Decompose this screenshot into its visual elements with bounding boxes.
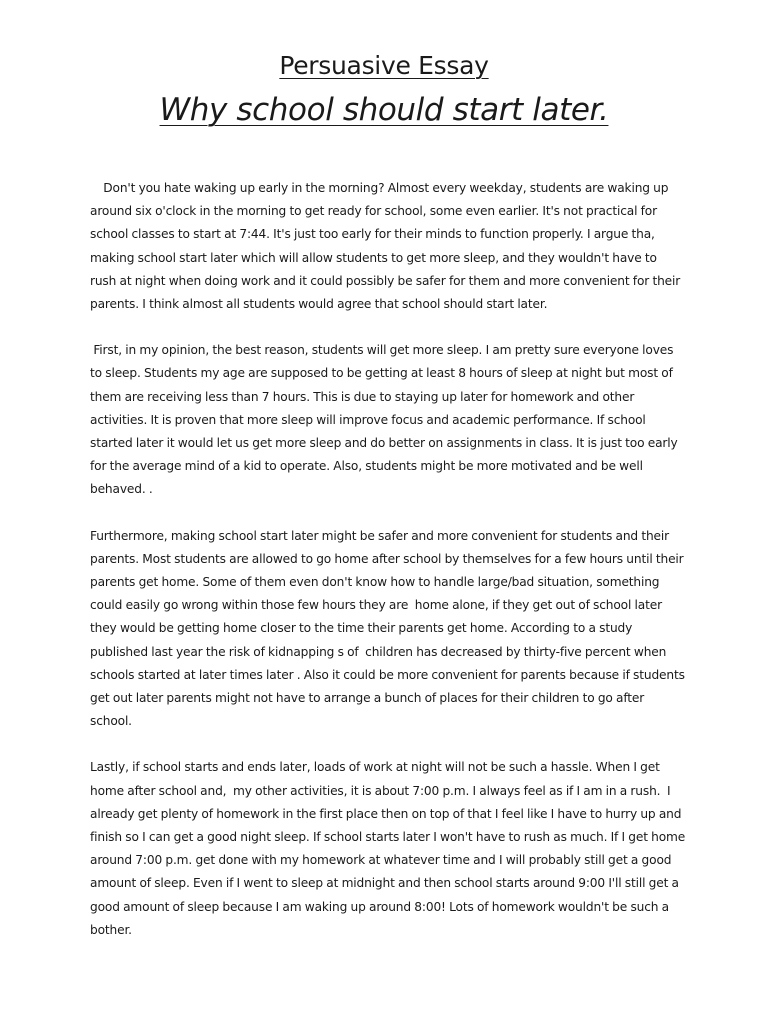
- paragraph-homework: Lastly, if school starts and ends later, loads of work at night will not be such a hassle. When I get home after school and, my other activities, it is about 7:00 p.m. I always feel as if I am in a rush. I already get plenty of homework in the first place then on top of that I feel like I have to hurry up and finish so I can get a good night sleep. If school starts later I won't have to rush as much. If I get home around 7:00 p.m. get done with my homework at whatever time and I will probably still get a good amount of sleep. Even if I went to sleep at midnight and then school starts around 9:00 I'll still get a good amount of sleep because I am waking up around 8:00! Lots of homework wouldn't be such a bother.: [90, 760, 689, 937]
- document-title: Persuasive Essay: [279, 51, 489, 80]
- document-subtitle: Why school should start later.: [159, 92, 609, 128]
- paragraph-intro: Don't you hate waking up early in the morning? Almost every weekday, students are waking up around six o'clock in the morning to get ready for school, some even earlier. It's not practical for school classes to start at 7:44. It's just too early for their minds to function properly. I argue tha, making school start later which will allow students to get more sleep, and they wouldn't have to rush at night when doing work and it could possibly be safer for them and more convenient for their parents. I think almost all students would agree that school should start later.: [90, 181, 687, 312]
- paragraph-more-sleep: First, in my opinion, the best reason, students will get more sleep. I am pretty sure everyone loves to sleep. Students my age are supposed to be getting at least 8 hours of sleep at night but most of them are receiving less than 7 hours. This is due to staying up later for homework and other activities. It is proven that more sleep will improve focus and academic performance. If school started later it would let us get more sleep and do better on assignments in class. It is just too early for the average mind of a kid to operate. Also, students might be more motivated and be well behaved. .: [90, 343, 681, 497]
- essay-body: [90, 177, 689, 965]
- paragraph-safety: Furthermore, making school start later might be safer and more convenient for students and their parents. Most students are allowed to go home after school by themselves for a few hours until their parents get home. Some of them even don't know how to handle large/bad situation, something could easily go wrong within those few hours they are home alone, if they get out of school later they would be getting home closer to the time their parents get home. According to a study published last year the risk of kidnapping s of children has decreased by thirty-five percent when schools started at later times later . Also it could be more convenient for parents because if students get out later parents might not have to arrange a bunch of places for their children to go after school.: [90, 528, 689, 729]
